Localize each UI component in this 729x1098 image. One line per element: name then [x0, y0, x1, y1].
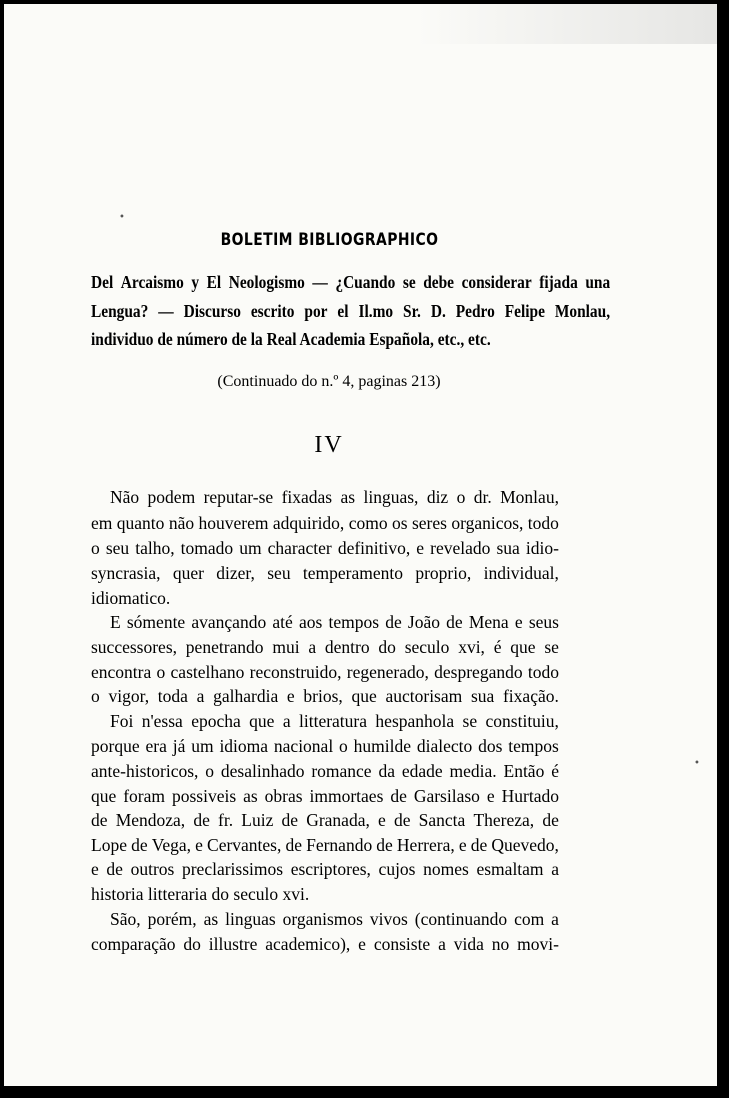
word: não — [168, 513, 195, 533]
word: o — [156, 662, 166, 682]
word: do — [183, 934, 201, 954]
word: seus — [528, 612, 559, 632]
word: tempos — [508, 736, 559, 756]
word: esmaltam — [476, 859, 544, 879]
word: outros — [130, 859, 175, 879]
word: se — [402, 272, 416, 292]
word: dos — [478, 736, 503, 756]
word: escrito — [250, 301, 295, 321]
word: penetrando — [185, 637, 264, 657]
word: media. — [449, 761, 497, 781]
word: Monlau, — [500, 487, 559, 507]
word: a — [438, 934, 446, 954]
word: reconstruido, — [249, 662, 342, 682]
word: definitivo, — [337, 538, 411, 558]
word: e — [514, 612, 523, 632]
word: Vega, — [151, 835, 192, 855]
word: Monlau, — [554, 301, 611, 321]
word: comparação — [91, 934, 176, 954]
word: Lengua? — [91, 301, 149, 321]
word: e — [458, 835, 467, 855]
word: organicos, — [451, 513, 524, 533]
word: seculo — [404, 637, 450, 657]
word: as — [203, 909, 219, 929]
word: character — [267, 538, 332, 558]
word: sómente — [126, 612, 186, 632]
word: Lope — [91, 835, 127, 855]
word: tomado — [180, 538, 234, 558]
word: de — [91, 810, 108, 830]
word: hespanhola — [375, 711, 455, 731]
section-number: IV — [314, 432, 344, 458]
word: E — [110, 612, 121, 632]
word: e — [416, 538, 425, 558]
text-line — [91, 859, 559, 880]
text-line — [110, 909, 559, 930]
word: de — [285, 835, 302, 855]
word: litteratura — [299, 711, 368, 731]
word: porque — [91, 736, 140, 756]
word: humilde — [353, 736, 412, 756]
text-line — [110, 612, 559, 633]
word: successores, — [91, 637, 178, 657]
word: Mendoza, — [115, 810, 186, 830]
word: vida — [453, 934, 484, 954]
word: Discurso — [183, 301, 241, 321]
text-line — [91, 736, 559, 757]
word: João — [407, 612, 440, 632]
word: despregando — [434, 662, 523, 682]
word: sua — [496, 538, 520, 558]
word: nomes — [423, 859, 469, 879]
word: aos — [298, 612, 323, 632]
word: considerar — [461, 272, 532, 292]
word: fijada — [539, 272, 578, 292]
word: brios, — [303, 686, 343, 706]
word: obras — [264, 786, 303, 806]
word: São, — [110, 909, 141, 929]
word: de — [376, 835, 393, 855]
word: constituiu, — [485, 711, 559, 731]
word: e — [378, 810, 386, 830]
word: e — [195, 835, 203, 855]
word: academico), — [265, 934, 351, 954]
word: já — [172, 736, 186, 756]
word: y — [191, 272, 200, 292]
word: escriptores, — [290, 859, 371, 879]
word: a — [282, 711, 291, 731]
word: do — [378, 637, 396, 657]
word: individual, — [483, 563, 559, 583]
word: toda — [157, 686, 188, 706]
word: idio- — [525, 538, 559, 558]
word: — — [158, 301, 174, 321]
word: de — [446, 612, 463, 632]
subtitle-line — [91, 272, 610, 293]
word: illustre — [208, 934, 258, 954]
continuation-note: (Continuado do n.º 4, paginas 213) — [217, 373, 441, 390]
subtitle-line — [91, 301, 610, 322]
word: linguas — [225, 909, 276, 929]
word: e — [286, 686, 295, 706]
word: n'essa — [141, 711, 183, 731]
word: Felipe — [504, 301, 545, 321]
word: diz — [426, 487, 449, 507]
word: seu — [105, 538, 130, 558]
word: que — [351, 686, 377, 706]
word: galhardia — [213, 686, 279, 706]
word: que — [91, 786, 117, 806]
word: o — [91, 538, 100, 558]
word: syncrasia, — [91, 563, 161, 583]
text-line — [91, 538, 559, 559]
word: ante-historicos, — [91, 761, 199, 781]
word: auctorisam — [385, 686, 463, 706]
word: temperamento — [302, 563, 404, 583]
word: edade — [401, 761, 443, 781]
text-line — [91, 513, 559, 534]
word: o — [456, 487, 466, 507]
word: Pedro — [455, 301, 495, 321]
word: como — [348, 513, 388, 533]
page — [4, 4, 717, 1086]
word: de — [193, 810, 210, 830]
word: houverem — [198, 513, 269, 533]
word: de — [393, 810, 411, 830]
word: todo — [527, 662, 559, 682]
word: possiveis — [171, 786, 237, 806]
word: linguas, — [363, 487, 419, 507]
word: que — [510, 637, 536, 657]
word: foram — [123, 786, 166, 806]
word: consiste — [373, 934, 431, 954]
word: organismos — [282, 909, 363, 929]
word: Sr. — [403, 301, 421, 321]
word: xvi, — [458, 637, 485, 657]
word: sua — [470, 686, 495, 706]
word: Thereza, — [473, 810, 535, 830]
word: de — [106, 859, 123, 879]
word: a — [551, 859, 559, 879]
text-line — [91, 810, 559, 831]
word: quer — [172, 563, 204, 583]
word: com — [514, 909, 545, 929]
word: a — [551, 909, 559, 929]
word: se — [544, 637, 559, 657]
word: dialecto — [416, 736, 473, 756]
text-line — [91, 934, 559, 955]
word: Fernando — [306, 835, 373, 855]
word: os — [391, 513, 408, 533]
text-line — [110, 711, 559, 732]
word: fixadas — [281, 487, 333, 507]
word: de — [131, 835, 148, 855]
word: a — [308, 637, 317, 657]
scan-noise — [417, 4, 717, 44]
text-line: historia litteraria do seculo xvi. — [91, 884, 310, 904]
word: ¿Cuando — [335, 272, 396, 292]
word: mui — [272, 637, 300, 657]
word: — — [312, 272, 328, 292]
text-line — [91, 563, 559, 584]
word: o — [205, 761, 215, 781]
text-line — [91, 637, 559, 658]
word: tempos — [328, 612, 380, 632]
word: é — [551, 761, 559, 781]
word: proprio, — [415, 563, 472, 583]
word: dizer, — [216, 563, 255, 583]
word: todo — [527, 513, 559, 533]
word: vigor, — [108, 686, 150, 706]
word: no — [491, 934, 510, 954]
word: fixação. — [502, 686, 559, 706]
word: debe — [423, 272, 455, 292]
word: revelado — [430, 538, 491, 558]
word: fr. — [218, 810, 234, 830]
word: seu — [267, 563, 291, 583]
text-line — [91, 662, 559, 683]
word: até — [272, 612, 293, 632]
word: se — [462, 711, 478, 731]
word: Granada, — [306, 810, 370, 830]
word: seres — [411, 513, 447, 533]
word: Quevedo, — [491, 835, 559, 855]
word: El — [206, 272, 222, 292]
text-line — [91, 835, 559, 856]
word: o — [339, 736, 348, 756]
word: D. — [430, 301, 446, 321]
word: da — [378, 761, 395, 781]
scan-speck: • — [119, 212, 125, 223]
word: Del — [91, 272, 114, 292]
word: de — [385, 612, 402, 632]
word: Não — [110, 487, 140, 507]
word: preclarissimos — [181, 859, 284, 879]
text-line — [110, 487, 559, 508]
word: as — [340, 487, 356, 507]
text-line: idiomatico. — [91, 588, 171, 608]
word: e — [358, 934, 366, 954]
word: Garsilaso — [413, 786, 480, 806]
text-line — [91, 686, 559, 707]
subtitle-line: individuo de número de la Real Academia Española, etc., etc. — [91, 329, 491, 349]
word: dr. — [473, 487, 492, 507]
word: el — [337, 301, 349, 321]
word: desalinhado — [220, 761, 305, 781]
word: Arcaismo — [120, 272, 184, 292]
word: Sancta — [418, 810, 466, 830]
word: adquirido, — [272, 513, 345, 533]
word: Foi — [110, 711, 134, 731]
word: o — [91, 686, 100, 706]
word: por — [304, 301, 328, 321]
word: nacional — [273, 736, 334, 756]
word: porém, — [147, 909, 197, 929]
word: epocha — [191, 711, 241, 731]
word: cujos — [378, 859, 416, 879]
word: e — [486, 786, 495, 806]
word: idioma — [219, 736, 269, 756]
word: quanto — [116, 513, 165, 533]
word: regenerado, — [346, 662, 429, 682]
word: Então — [503, 761, 545, 781]
word: Cervantes, — [207, 835, 282, 855]
word: Herrera, — [396, 835, 455, 855]
word: as — [243, 786, 258, 806]
word: um — [239, 538, 262, 558]
word: reputar-se — [203, 487, 274, 507]
word: encontra — [91, 662, 152, 682]
word: vivos — [369, 909, 408, 929]
word: avançando — [191, 612, 267, 632]
word: era — [145, 736, 167, 756]
word: de — [390, 786, 407, 806]
word: romance — [311, 761, 372, 781]
word: a — [196, 686, 205, 706]
word: castelhano — [170, 662, 245, 682]
word: Luiz — [241, 810, 274, 830]
word: em — [91, 513, 113, 533]
word: de — [542, 810, 559, 830]
word: Hurtado — [501, 786, 559, 806]
word: (continuando — [414, 909, 508, 929]
word: que — [249, 711, 275, 731]
word: immortaes — [309, 786, 384, 806]
word: um — [191, 736, 214, 756]
word: una — [585, 272, 611, 292]
scan-speck: • — [694, 758, 700, 769]
word: Il.mo — [358, 301, 394, 321]
word: Neologismo — [228, 272, 305, 292]
text-line — [91, 786, 559, 807]
word: de — [470, 835, 488, 855]
word: talho, — [135, 538, 175, 558]
text-line — [91, 761, 559, 782]
word: dentro — [324, 637, 370, 657]
word: movi- — [517, 934, 559, 954]
word: e — [91, 859, 99, 879]
word: Mena — [468, 612, 509, 632]
page-title: BOLETIM BIBLIOGRAPHICO — [220, 230, 439, 250]
word: de — [281, 810, 299, 830]
word: podem — [147, 487, 196, 507]
word: é — [493, 637, 502, 657]
